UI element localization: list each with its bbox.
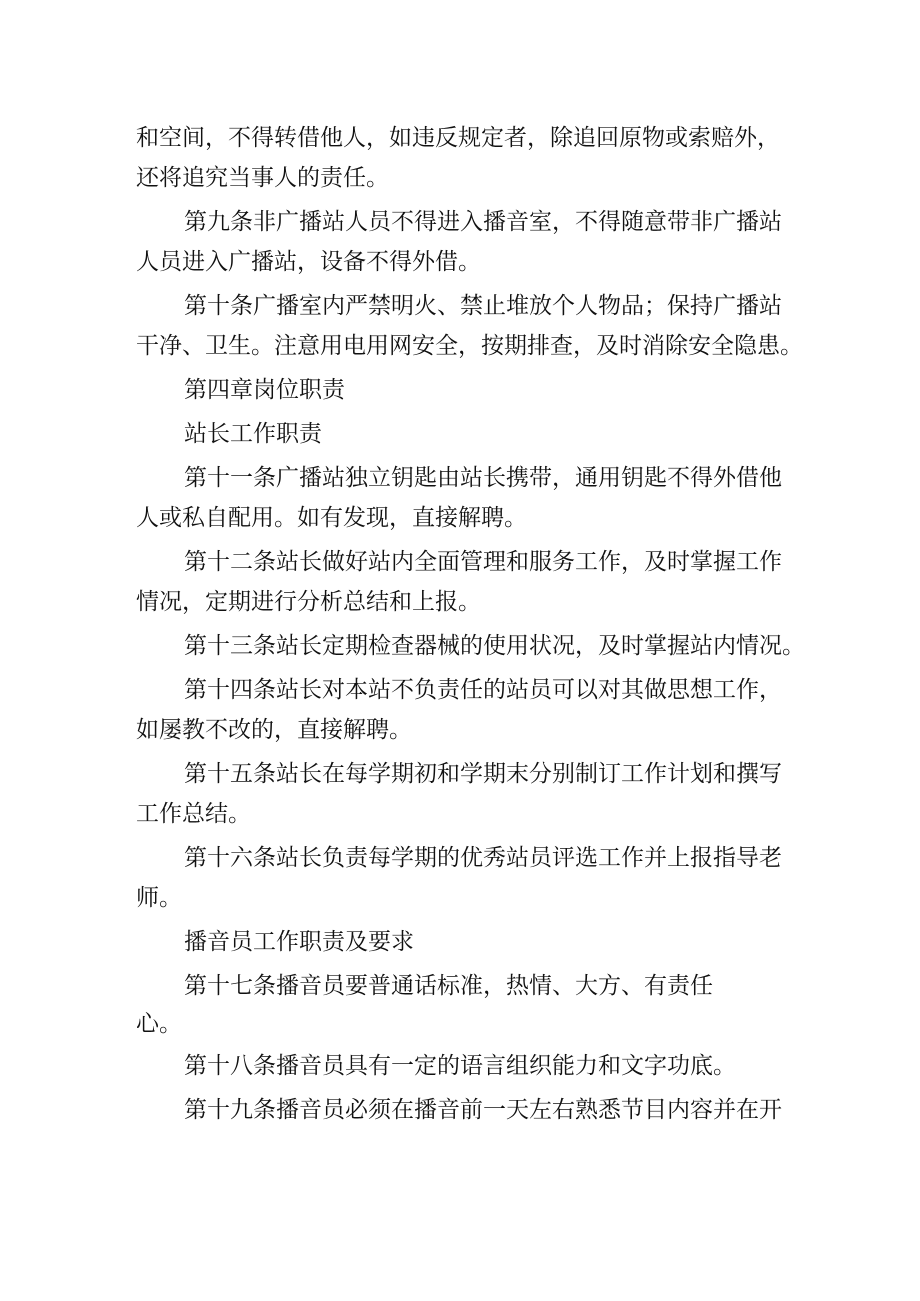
text-line: 工作总结。 <box>136 801 251 827</box>
section-heading-announcer: 播音员工作职责及要求 <box>184 929 414 955</box>
article-19-line: 第十九条播音员必须在播音前一天左右熟悉节目内容并在开 <box>184 1097 782 1123</box>
text-line: 和空间，不得转借他人，如违反规定者，除追回原物或索赔外， <box>136 125 780 151</box>
text-line: 情况，定期进行分析总结和上报。 <box>136 589 481 615</box>
article-16-line: 第十六条站长负责每学期的优秀站员评选工作并上报指导老 <box>184 845 782 871</box>
chapter-heading: 第四章岗位职责 <box>184 377 345 403</box>
text-line: 还将追究当事人的责任。 <box>136 165 389 191</box>
article-17-line: 第十七条播音员要普通话标准，热情、大方、有责任 <box>184 973 713 999</box>
text-line: 师。 <box>136 885 182 911</box>
article-14-line: 第十四条站长对本站不负责任的站员可以对其做思想工作， <box>184 677 782 703</box>
article-9-line: 第九条非广播站人员不得进入播音室，不得随意带非广播站 <box>184 209 782 235</box>
article-13-line: 第十三条站长定期检查器械的使用状况，及时掌握站内情况。 <box>184 633 805 659</box>
article-10-line: 第十条广播室内严禁明火、禁止堆放个人物品；保持广播站 <box>184 293 782 319</box>
article-15-line: 第十五条站长在每学期初和学期末分别制订工作计划和撰写 <box>184 761 782 787</box>
text-line: 心。 <box>136 1011 182 1037</box>
document-body <box>136 118 808 1130</box>
text-line: 如屡教不改的，直接解聘。 <box>136 717 412 743</box>
text-line: 人员进入广播站，设备不得外借。 <box>136 249 481 275</box>
section-heading-station-master: 站长工作职责 <box>184 421 322 447</box>
article-11-line: 第十一条广播站独立钥匙由站长携带，通用钥匙不得外借他 <box>184 465 782 491</box>
text-line: 干净、卫生。注意用电用网安全，按期排查，及时消除安全隐患。 <box>136 333 803 359</box>
text-line: 人或私自配用。如有发现，直接解聘。 <box>136 505 527 531</box>
article-12-line: 第十二条站长做好站内全面管理和服务工作，及时掌握工作 <box>184 549 782 575</box>
article-18-line: 第十八条播音员具有一定的语言组织能力和文字功底。 <box>184 1053 736 1079</box>
